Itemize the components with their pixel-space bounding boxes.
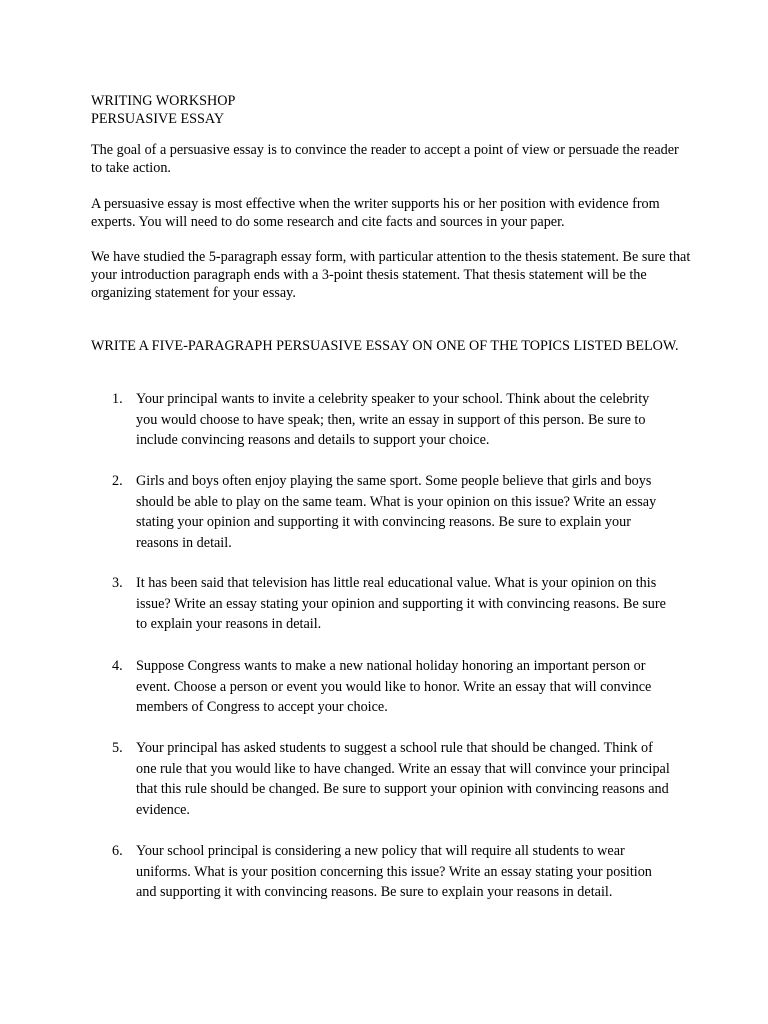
topic-number: 5.	[112, 740, 123, 756]
intro-paragraph-evidence: A persuasive essay is most effective when the writer supports his or her position with evidence from experts. You will need to do some research and cite facts and sources in your paper.	[91, 196, 660, 230]
topic-item-1	[112, 389, 672, 451]
topic-text: Girls and boys often enjoy playing the same sport. Some people believe that girls and boys should be able to play on the same team. What is your opinion on this issue? Write an essay stating your opinion and supporting it with convincing reasons. Be sure to explain your reasons in detail.	[136, 473, 657, 551]
topic-text: It has been said that television has little real educational value. What is your opinion on this issue? Write an essay stating your opinion and supporting it with convincing reasons. Be sure to explain your reasons in detail.	[136, 575, 666, 632]
topic-item-6	[112, 841, 672, 903]
topic-text: Your principal wants to invite a celebrity speaker to your school. Think about the celebrity you would choose to have speak; then, write an essay in support of this person. Be sure to include convincing reasons and details to support your choice.	[136, 391, 650, 448]
topic-text: Your school principal is considering a new policy that will require all students to wear uniforms. What is your position concerning this issue? Write an essay stating your position and supporting it with convincing reasons. Be sure to explain your reasons in detail.	[136, 843, 652, 900]
assignment-instruction: WRITE A FIVE-PARAGRAPH PERSUASIVE ESSAY ON ONE OF THE TOPICS LISTED BELOW.	[91, 338, 679, 354]
intro-paragraph-thesis: We have studied the 5-paragraph essay form, with particular attention to the thesis statement. Be sure that your introduction paragraph ends with a 3-point thesis statement. That thesis statement will be the organizing statement for your essay.	[91, 249, 691, 301]
topic-number: 1.	[112, 391, 123, 407]
topic-number: 4.	[112, 658, 123, 674]
topic-item-3	[112, 573, 672, 635]
topic-text: Suppose Congress wants to make a new national holiday honoring an important person or event. Choose a person or event you would like to honor. Write an essay that will convince members of Congress to accept your choice.	[136, 658, 652, 715]
heading-workshop: WRITING WORKSHOP	[91, 93, 236, 109]
topic-item-2	[112, 471, 672, 553]
heading-essay-type: PERSUASIVE ESSAY	[91, 111, 225, 127]
topic-item-5	[112, 738, 672, 820]
topic-number: 6.	[112, 843, 123, 859]
intro-paragraph-goal: The goal of a persuasive essay is to convince the reader to accept a point of view or persuade the reader to take action.	[91, 142, 679, 176]
topic-item-4	[112, 656, 672, 718]
topic-number: 3.	[112, 575, 123, 591]
topic-text: Your principal has asked students to suggest a school rule that should be changed. Think of one rule that you would like to have changed. Write an essay that will convince your principal that this rule should be changed. Be sure to support your opinion with convincing reasons and evidence.	[136, 740, 670, 818]
topic-number: 2.	[112, 473, 123, 489]
